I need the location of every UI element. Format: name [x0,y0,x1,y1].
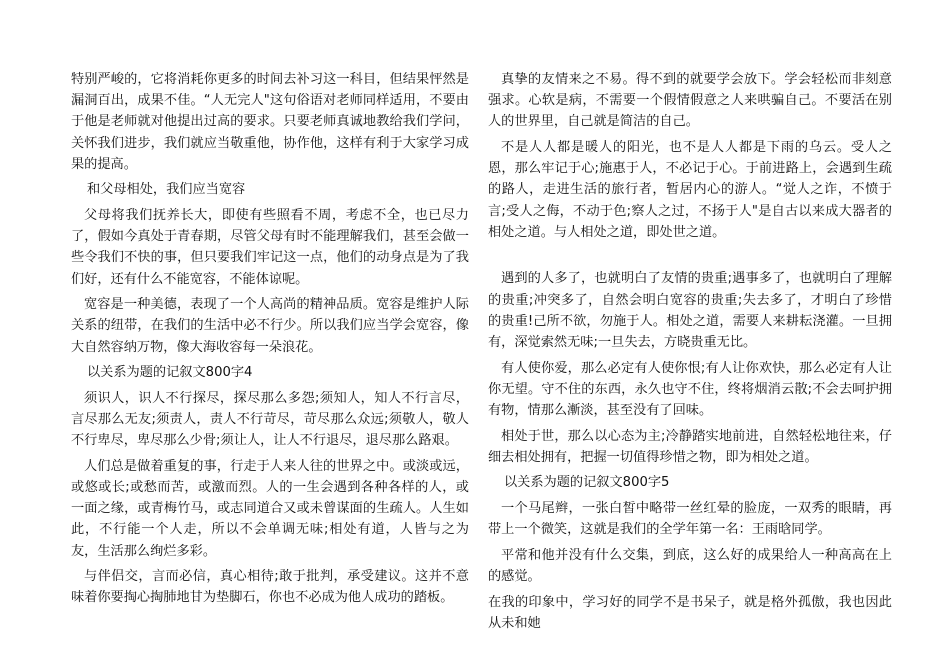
paragraph: 遇到的人多了，也就明白了友情的贵重;遇事多了，也就明白了理解的贵重;冲突多了，自然会明白宽容的贵重;失去多了，才明白了珍惜的贵重!己所不欲，勿施于人。相处之道，需要人来耕耘浇灌。一旦拥有，深觉索然无味;一旦失去，方晓贵重无比。 [488,271,892,351]
paragraph: 父母将我们抚养长大，即使有些照看不周，考虑不全，也已尽力了，假如今真处于青春期，尽管父母有时不能理解我们，甚至会做一些令我们不快的事，但只要我们牢记这一点，他们的动身点是为了我们好，还有什么不能宽容，不能体谅呢。 [71,208,469,287]
paragraph: 须识人，识人不行探尽，探尽那么多怨;须知人，知人不行言尽，言尽那么无友;须责人，责人不行苛尽，苛尽那么众远;须敬人，敬人不行卑尽，卑尽那么少骨;须让人，让人不行退尽，退尽那么路艰。 [71,390,469,449]
paragraph: 与伴侣交，言而必信，真心相待;敢于批判，承受建议。这并不意味着你要掏心掏肺地甘为垫脚石，你也不必成为他人成功的踏板。 [71,569,469,606]
blank-line [488,247,892,268]
paragraph: 特别严峻的，它将消耗你更多的时间去补习这一科目，但结果怦然是漏洞百出，成果不佳。“人无完人"这句俗语对老师同样适用，不要由于他是老师就对他提出过高的要求。只要老师真诚地教给我们学问，关怀我们进步，我们就应当敬重他，协作他，这样有利于大家学习成果的提高。 [71,72,469,172]
right-column [488,69,892,638]
section-heading: 以关系为题的记叙文800字5 [504,475,670,491]
paragraph: 一个马尾辫，一张白皙中略带一丝红晕的脸庞，一双秀的眼睛，再带上一个微笑，这就是我们的全学年第一名：王雨晗同学。 [488,501,892,538]
paragraph: 宽容是一种美德，表现了一个人高尚的精神品质。宽容是维护人际关系的纽带，在我们的生活中必不行少。所以我们应当学会宽容，像大自然容纳万物，像大海收容每一朵浪花。 [71,297,469,355]
paragraph: 相处于世，那么以心态为主;冷静踏实地前进，自然轻松地往来，仔细去相处拥有，把握一切值得珍惜之物，即为相处之道。 [488,428,892,465]
left-column [71,69,469,613]
section-heading: 和父母相处，我们应当宽容 [87,182,246,198]
paragraph: 不是人人都是暖人的阳光，也不是人人都是下雨的乌云。受人之恩，那么牢记于心;施惠于人，不必记于心。于前进路上，会遇到生疏的路人，走进生活的旅行者，暂居内心的游人。“觉人之诈，不愤于言;受人之侮，不动于色;察人之过，不扬于人"是自古以来成大器者的相处之道。与人相处之道，即处世之道。 [488,140,892,240]
paragraph: 平常和他并没有什么交集，到底，这么好的成果给人一种高高在上的感觉。 [488,547,892,584]
paragraph: 有人使你爱，那么必定有人使你恨;有人让你欢快，那么必定有人让你无望。守不住的东西，永久也守不住，终将烟消云散;不会去呵护拥有物，情那么漸淡，甚至没有了回味。 [488,360,892,419]
paragraph: 人们总是做着重复的事，行走于人来人往的世界之中。或淡或远，或悠或长;或愁而苦，或激而烈。人的一生会遇到各种各样的人，或一面之缘，或青梅竹马，或志同道合又或未曾谋面的生疏人。人生如此，不行能一个人走，所以不会单调无味;相处有道，人皆与之为友，生活那么绚烂多彩。 [71,458,469,559]
section-heading: 以关系为题的记叙文800字4 [87,365,253,381]
paragraph: 真挚的友情来之不易。得不到的就要学会放下。学会轻松而非刻意强求。心软是病，不需要一个假情假意之人来哄骗自己。不要活在别人的世界里，自己就是简洁的自己。 [488,72,892,130]
paragraph: 在我的印象中，学习好的同学不是书呆子，就是格外孤傲，我也因此从未和她 [488,594,892,631]
